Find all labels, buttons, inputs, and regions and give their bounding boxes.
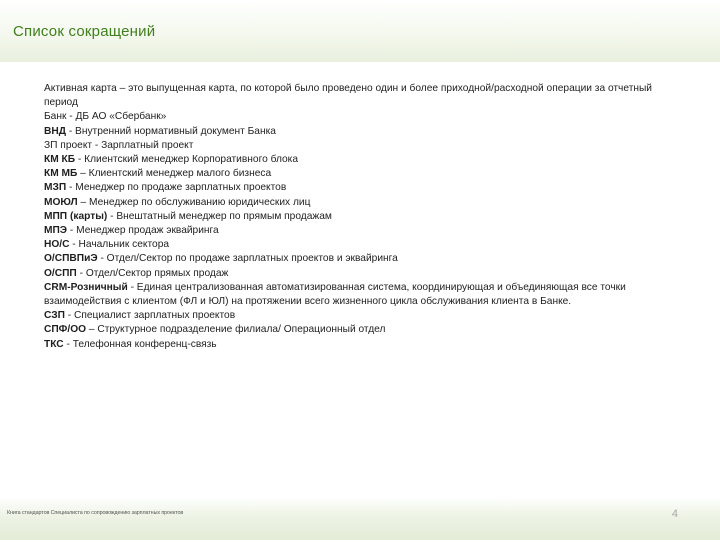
abbreviation-desc: – Клиентский менеджер малого бизнеса [77,168,272,180]
list-item [44,210,684,224]
list-item [44,323,684,337]
abbreviation-desc: - Менеджер продаж эквайринга [67,225,219,237]
list-item [44,238,684,252]
abbreviation-desc: - Специалист зарплатных проектов [64,310,236,322]
abbreviation-desc: ЗП проект - Зарплатный проект [44,139,194,151]
abbreviation-term: МПП (карты) [44,210,108,222]
abbreviation-term: CRM-Розничный [44,281,128,293]
abbreviation-desc: – Структурное подразделение филиала/ Операционный отдел [86,324,386,336]
abbreviation-desc: - Клиентский менеджер Корпоративного блока [75,154,299,166]
list-item [44,125,684,139]
abbreviation-desc: - Менеджер по продаже зарплатных проектов [66,182,287,194]
list-item [44,309,684,323]
list-item [44,167,684,181]
abbreviation-term: МПЭ [44,225,68,237]
abbreviation-term: О/СПВПиЭ [44,253,98,265]
list-item [44,252,684,266]
list-item [44,196,684,210]
abbreviation-term: НО/С [44,239,70,251]
footer-text: Книга стандартов Специалиста по сопровождению зарплатных проектов [7,510,184,516]
list-item [44,110,684,124]
abbreviation-desc: - Отдел/Сектор по продаже зарплатных проектов и эквайринга [97,253,398,265]
abbreviation-term: МЗП [44,182,67,194]
abbreviation-desc: - Внештатный менеджер по прямым продажам [107,210,332,222]
page-number: 4 [671,508,678,520]
abbreviation-desc: - Отдел/Сектор прямых продаж [76,267,229,279]
abbreviation-desc: - Внутренний нормативный документ Банка [65,125,276,137]
list-item [44,153,684,167]
footer-band [0,498,720,540]
list-item [44,338,684,352]
abbreviation-desc: – Менеджер по обслуживанию юридических лиц [77,196,311,208]
abbreviation-term: КМ МБ [44,168,78,180]
abbreviation-term: О/СПП [44,267,77,279]
list-item [44,139,684,153]
intro-paragraph: Активная карта – это выпущенная карта, по которой было проведено один и более приходной/расходной операции за отчетный период [44,83,652,109]
abbreviation-term: ВНД [44,125,66,137]
abbreviation-term: СЗП [44,310,65,322]
abbreviation-term: СПФ/ОО [44,324,87,336]
abbreviations-list [44,82,684,352]
list-item [44,281,684,309]
list-item [44,267,684,281]
abbreviation-desc: Банк - ДБ АО «Сбербанк» [44,111,167,123]
list-item [44,181,684,195]
abbreviation-desc: - Телефонная конференц-связь [63,338,217,350]
abbreviation-desc: - Единая централизованная автоматизированная система, координирующая и объединяющая все точки взаимодействия с клиентом (ФЛ и ЮЛ) на протяжении всего жизненного цикла обслуживания клиента в Банке. [44,281,626,308]
abbreviation-desc: - Начальник сектора [69,239,170,251]
page-title: Список сокращений [13,23,156,40]
list-item [44,224,684,238]
abbreviation-term: МОЮЛ [44,196,78,208]
abbreviation-term: КМ КБ [44,154,76,166]
abbreviation-term: ТКС [44,338,64,350]
